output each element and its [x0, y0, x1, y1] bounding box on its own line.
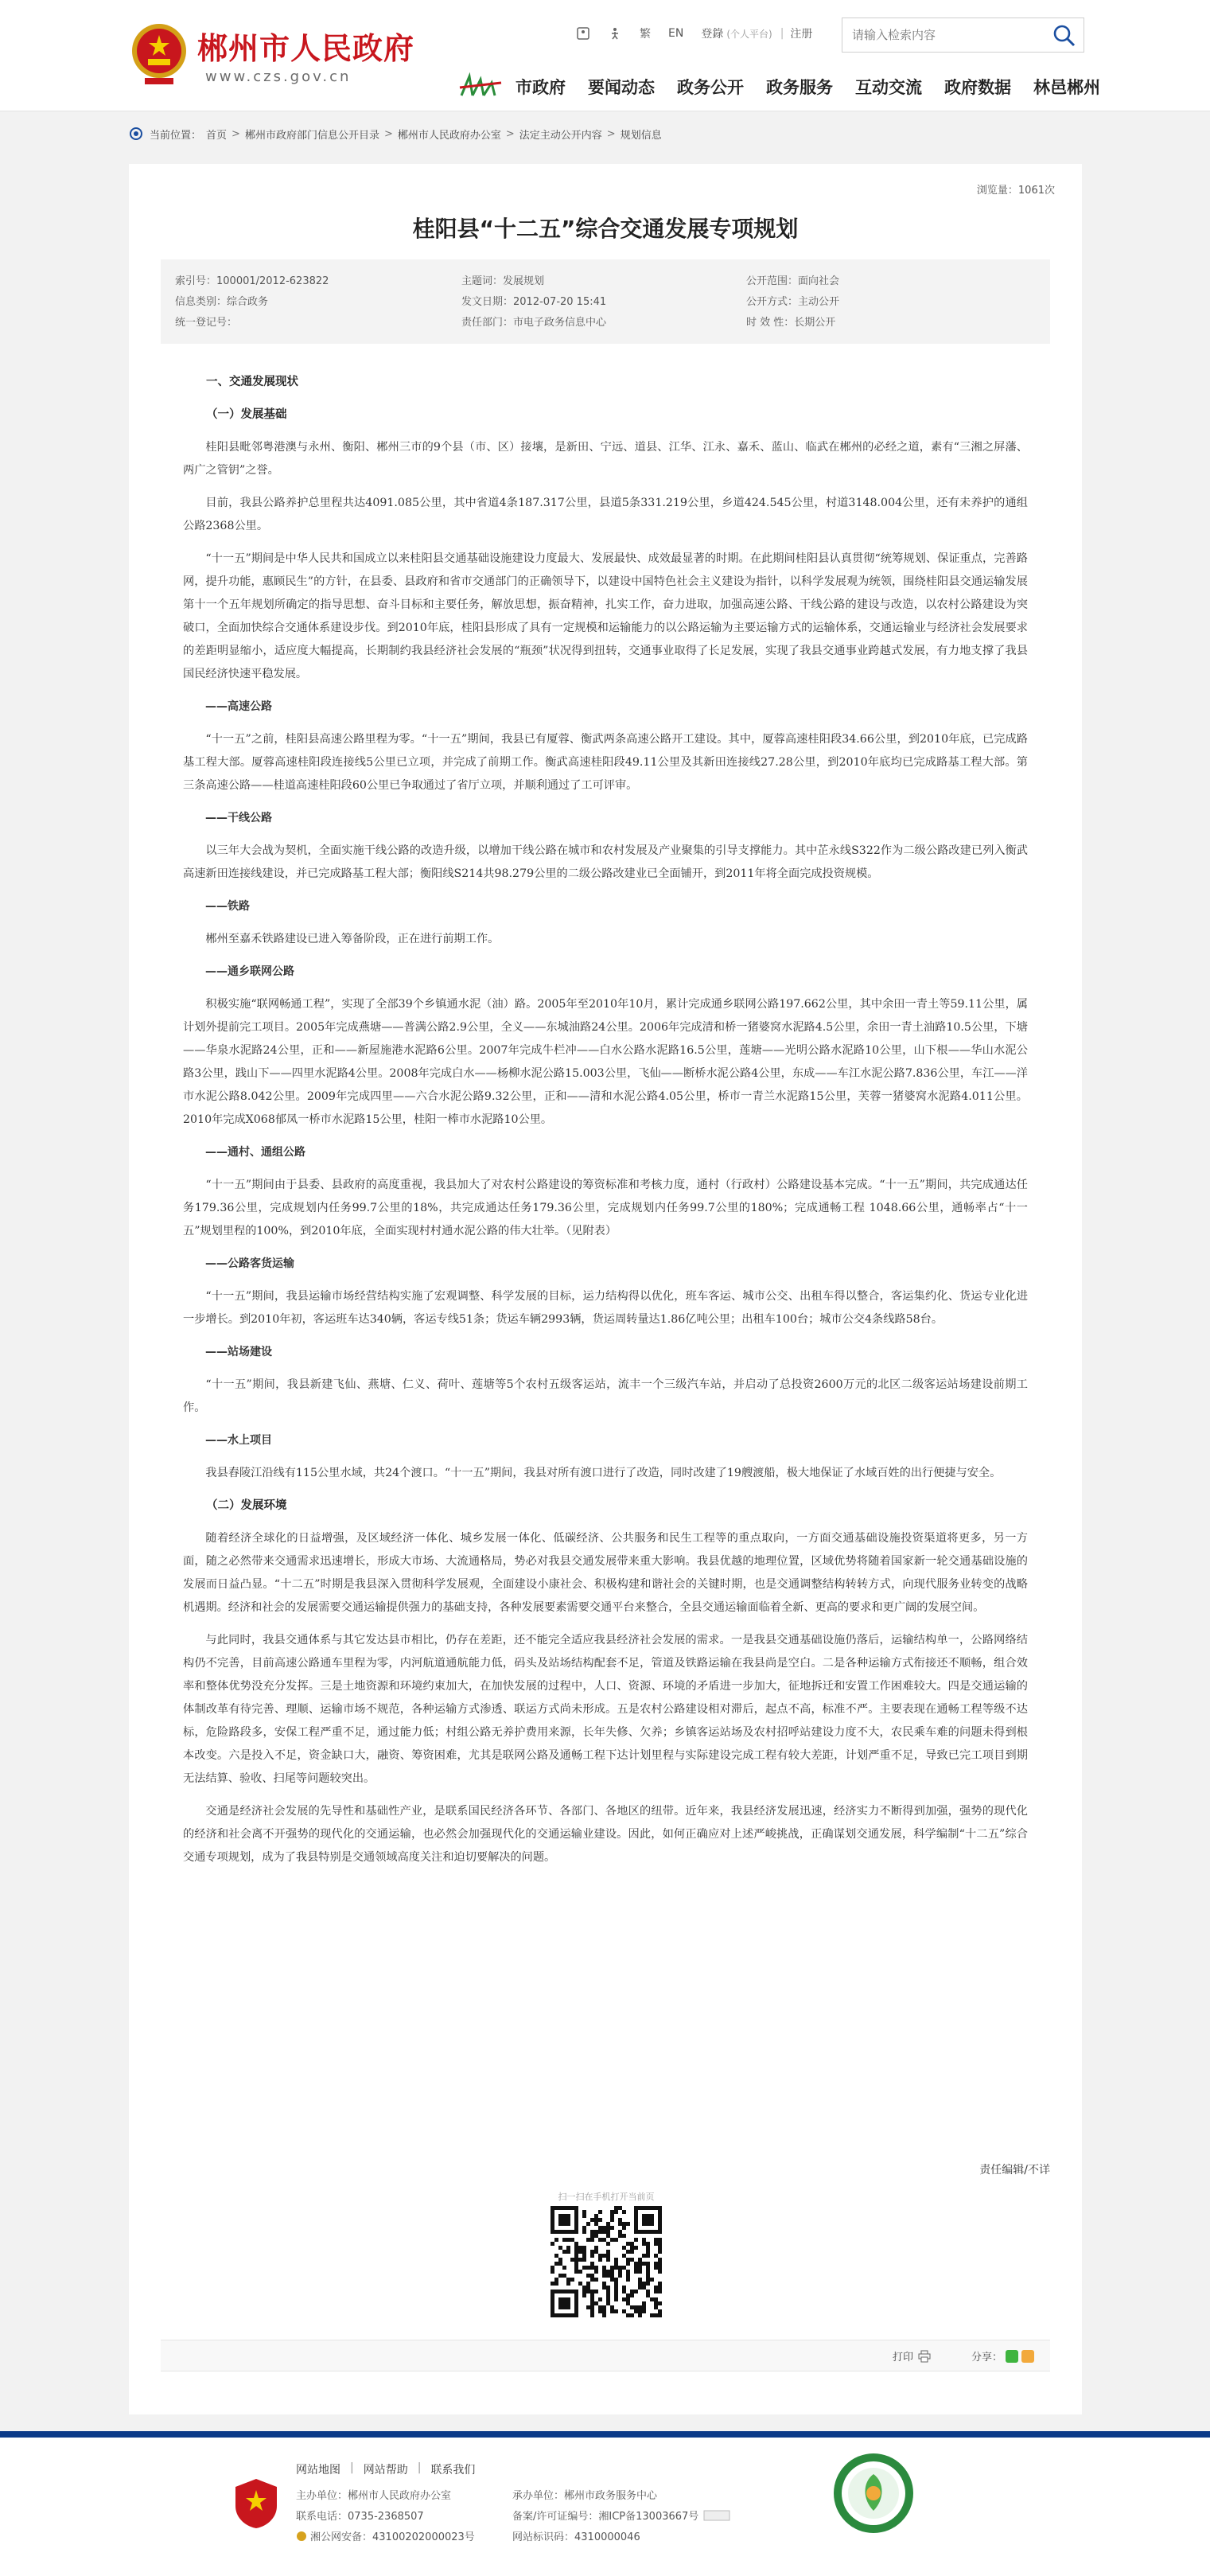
nav-item-data[interactable]: 政府数据	[944, 78, 1011, 97]
article-body	[183, 366, 1028, 1879]
breadcrumb-statutory[interactable]: 法定主动公开内容	[519, 129, 602, 142]
breadcrumb-label: 当前位置：	[150, 129, 202, 142]
article-paragraph: “十一五”期间由于县委、县政府的高度重视，我县加大了对农村公路建设的筹资标准和考核力度，通村（行政村）公路建设基本完成。“十一五”期间，共完成通达任务179.36公里，完成规划内任务99.7公里的18%，共完成通达任务179.36公里，完成规划内任务99.7公里的180%；完成通畅工程 1048.66公里，通畅率占“十一五”规划里程的100%，到2010年底，全面实现村村通水泥公路的伟大壮举。（见附表）	[183, 1179, 1028, 1237]
section-heading: （二）发展环境	[206, 1499, 287, 1512]
subsection-heading: ——干线公路	[205, 812, 272, 824]
share-group	[971, 2348, 1034, 2364]
meta-scope: 公开范围：面向社会	[746, 275, 840, 287]
footer-help-link[interactable]: 网站帮助	[363, 2464, 408, 2477]
site-header	[0, 0, 1210, 111]
share-bar	[161, 2340, 1050, 2371]
footer-icp-text: 备案/许可证编号：湘ICP备13003667号	[512, 2511, 699, 2523]
article-paragraph: 郴州至嘉禾铁路建设已进入筹备阶段，正在进行前期工作。	[205, 933, 500, 945]
printer-icon	[918, 2350, 931, 2363]
site-name[interactable]: 郴州市人民政府	[197, 31, 415, 66]
subsection-heading: ——通村、通组公路	[205, 1146, 305, 1159]
site-url: www.czs.gov.cn	[205, 68, 352, 85]
police-badge-icon	[296, 2531, 307, 2542]
article-paragraph: 随着经济全球化的日益增强，及区域经济一体化、城乡发展一体化、低碳经济、公共服务和民生工程等的重点取向，一方面交通基础设施投资渠道将更多，另一方面，随之必然带来交通需求迅速增长，形成大市场、大流通格局，势必对我县交通发展带来重大影响。我县优越的地理位置，区域优势将随着国家新一轮交通基础设施的发展而日益凸显。“十二五”时期是我县深入贯彻科学发展观，全面建设小康社会、积极构建和谐社会的关键时期，也是交通调整结构转转方式，向现代服务业转变的战略机遇期。经济和社会的发展需要交通运输提供强力的基础支持，各种发展要素需要交通平台来整合，全县交通运输面临着全新、更高的要求和更广阔的发展空间。	[183, 1532, 1028, 1614]
article-paragraph: “十一五”之前，桂阳县高速公路里程为零。“十一五”期间，我县已有厦蓉、衡武两条高速公路开工建设。其中，厦蓉高速桂阳段34.66公里，到2010年底，已完成路基工程大部。厦蓉高速桂阳段连接线5公里已立项，并完成了前期工作。衡武高速桂阳段49.11公里及其新田连接线27.28公里，到2010年底均已完成路基工程大部。第三条高速公路——桂道高速桂阳段60公里已争取通过了省厅立项，并顺利通过了工可评审。	[183, 733, 1028, 792]
nav-item-services[interactable]: 政务服务	[766, 78, 833, 97]
view-count: 浏览量：1061次	[976, 185, 1055, 197]
divider: |	[780, 27, 784, 40]
footer-police-record[interactable]	[296, 2528, 475, 2543]
footer-divider: |	[417, 2461, 422, 2474]
breadcrumb-separator: >	[505, 127, 515, 140]
footer-links	[296, 2461, 484, 2477]
gov-site-certification-icon[interactable]	[832, 2452, 915, 2535]
breadcrumb-separator: >	[231, 127, 240, 140]
register-link[interactable]: 注册	[790, 28, 813, 41]
meta-subject: 主题词：发展规划	[461, 275, 545, 287]
breadcrumb-home[interactable]: 首页	[206, 129, 228, 142]
meta-method: 公开方式：主动公开	[746, 296, 840, 308]
article-paragraph: “十一五”期间，我县新建飞仙、燕塘、仁义、荷叶、莲塘等5个农村五级客运站，流丰一个三级汽车站，并启动了总投资2600万元的北区二级客运站场建设前期工作。	[183, 1378, 1028, 1414]
section-heading: （一）发展基础	[206, 408, 287, 421]
search-box	[842, 18, 1084, 53]
subsection-heading: ——水上项目	[205, 1434, 272, 1447]
location-icon	[129, 127, 143, 141]
login-note: (个人平台)	[726, 28, 772, 40]
subsection-heading: ——公路客货运输	[205, 1257, 294, 1270]
breadcrumb-office[interactable]: 郴州市人民政府办公室	[397, 129, 501, 142]
breadcrumb	[129, 124, 667, 143]
footer-phone: 联系电话：0735-2368507	[296, 2511, 424, 2523]
meta-dept: 责任部门：市电子政务信息中心	[461, 317, 607, 329]
breadcrumb-catalog[interactable]: 郴州市政府部门信息公开目录	[244, 129, 379, 142]
footer-contact-link[interactable]: 联系我们	[430, 2464, 476, 2477]
article-paragraph: 我县舂陵江沿线有115公里水域，共24个渡口。“十一五”期间，我县对所有渡口进行了改造，同时改建了19艘渡船，极大地保证了水域百姓的出行便捷与安全。	[205, 1467, 1002, 1479]
article-paragraph: 与此同时，我县交通体系与其它发达县市相比，仍存在差距，还不能完全适应我县经济社会发展的需求。一是我县交通基础设施仍落后，运输结构单一，公路网络结构仍不完善，目前高速公路通车里程为零，内河航道通航能力低，码头及站场结构配套不足，管道及铁路运输在我县尚是空白。二是各种运输方式衔接还不顺畅，组合效率和整体优势没充分发挥。三是土地资源和环境约束加大，在加快发展的过程中，人口、资源、环境的矛盾进一步加大，征地拆迁和安置工作困难较大。四是交通运输的体制改革有待完善、理顺、运输市场不规范，各种运输方式渗透、联运方式尚未形成。五是农村公路建设相对滞后，起点不高，标准不严。主要表现在通畅工程等级不达标，危险路段多，安保工程严重不足，通过能力低；村组公路无养护费用来源，长年失修、欠养；乡镇客运站场及农村招呼站建设力度不大，农民乘车难的问题未得到根本改变。六是投入不足，资金缺口大，融资、筹资困难，尤其是联网公路及通畅工程下达计划里程与实际建设完成工程有较大差距，计划严重不足，导致已完工项目到期无法结算、验收、扫尾等问题较突出。	[183, 1634, 1028, 1785]
subsection-heading: ——站场建设	[205, 1346, 272, 1358]
icp-badge-icon	[703, 2510, 730, 2521]
footer-sitemap-link[interactable]: 网站地图	[296, 2464, 340, 2477]
accessibility-icon[interactable]	[576, 26, 590, 41]
article-paragraph: 积极实施“联网畅通工程”，实现了全部39个乡镇通水泥（油）路。2005年至2010年10月，累计完成通乡联网公路197.662公里，其中余田一青土等59.11公里，属计划外提前完工项目。2005年完成燕塘——普满公路2.9公里，全义——东城油路24公里。2006年完成清和桥一猪婆窝水泥路4.5公里，余田一青土油路10.5公里，下塘——华泉水泥路24公里，正和——新屋施港水泥路6公里。2007年完成牛栏冲——白水公路水泥路16.5公里，莲塘——光明公路水泥路10公里，山下根——华山水泥公路3公里，践山下——四里水泥路4公里。2008年完成白水——杨柳水泥公路15.003公里，飞仙——断桥水泥公路4公里，东成——车江水泥公路7.836公里，车江——洋市水泥公路8.042公里。2009年完成四里——六合水泥公路9.32公里，正和——清和水泥公路4.05公里，桥市一青兰水泥路15公里，芙蓉一猪婆窝水泥路4.011公里。2010年完成X068郁凤一桥市水泥路15公里，桂阳一棒市水泥路10公里。	[183, 998, 1028, 1126]
qr-code-icon	[551, 2206, 662, 2317]
nav-item-linyi[interactable]: 林邑郴州	[1033, 78, 1100, 97]
subsection-heading: ——通乡联网公路	[205, 965, 294, 978]
nav-item-news[interactable]: 要闻动态	[588, 78, 655, 97]
article-container	[129, 164, 1082, 2414]
share-label: 分享：	[971, 2352, 1002, 2364]
meta-validity: 时 效 性：长期公开	[746, 317, 836, 329]
qr-caption: 扫一扫在手机打开当前页	[558, 2192, 655, 2202]
subsection-heading: ——高速公路	[205, 700, 272, 713]
meta-category: 信息类别：综合政务	[175, 296, 269, 308]
footer-divider: |	[350, 2461, 354, 2474]
main-nav	[516, 75, 1100, 99]
print-button[interactable]	[893, 2348, 931, 2364]
article-meta	[161, 259, 1050, 344]
site-footer	[0, 2431, 1210, 2576]
nav-item-open-affairs[interactable]: 政务公开	[677, 78, 744, 97]
login-group	[701, 25, 772, 41]
party-government-icon[interactable]	[232, 2477, 280, 2530]
article-paragraph: 以三年大会战为契机，全面实施干线公路的改造升级，以增加干线公路在城市和农村发展及产业聚集的引导支撑能力。其中芷永线S322作为二级公路改建已列入衡武高速新田连接线建设，并已完成路基工程大部；衡阳线S214共98.279公里的二级公路改建业已全面铺开，到2011年将全面完成投资规模。	[183, 844, 1028, 880]
responsible-editor: 责任编辑/不详	[979, 2164, 1050, 2177]
meta-date: 发文日期：2012-07-20 15:41	[461, 296, 607, 308]
print-label: 打印	[892, 2352, 913, 2364]
search-input[interactable]	[842, 18, 1041, 52]
article-paragraph: 桂阳县毗邻粤港澳与永州、衡阳、郴州三市的9个县（市、区）接壤，是新田、宁远、道县、江华、江永、嘉禾、蓝山、临武在郴州的必经之道，素有“三湘之屏藩、两广之管钥”之誉。	[183, 441, 1028, 477]
breadcrumb-planning[interactable]: 规划信息	[620, 129, 662, 142]
top-links	[576, 24, 830, 43]
nav-item-interaction[interactable]: 互动交流	[855, 78, 922, 97]
english-link[interactable]: EN	[668, 27, 684, 40]
traditional-chinese-link[interactable]: 繁	[640, 28, 651, 41]
footer-icp[interactable]	[512, 2508, 730, 2523]
qzone-icon[interactable]	[1021, 2350, 1034, 2363]
breadcrumb-separator: >	[383, 127, 393, 140]
nav-item-government[interactable]: 市政府	[516, 78, 566, 97]
footer-site-code: 网站标识码：4310000046	[512, 2531, 640, 2543]
meta-reg-no: 统一登记号：	[175, 317, 238, 329]
article-title: 桂阳县“十二五”综合交通发展专项规划	[412, 216, 799, 242]
national-emblem-icon[interactable]	[129, 19, 189, 88]
footer-police-text: 湘公网安备：43100202000023号	[310, 2531, 475, 2543]
section-heading: 一、交通发展现状	[206, 376, 298, 388]
article-paragraph: 交通是经济社会发展的先导性和基础性产业，是联系国民经济各环节、各部门、各地区的纽带。近年来，我县经济发展迅速，经济实力不断得到加强，强势的现代化的经济和社会离不开强势的现代化的交通运输，也必然会加强现代化的交通运输业建设。因此，如何正确应对上述严峻挑战，正确谋划交通发展，科学编制“十二五”综合交通专项规划，成为了我县特别是交通领域高度关注和迫切要解决的问题。	[183, 1805, 1028, 1864]
footer-operator: 承办单位：郴州市政务服务中心	[512, 2490, 658, 2502]
footer-host: 主办单位：郴州市人民政府办公室	[296, 2490, 452, 2502]
breadcrumb-separator: >	[606, 127, 616, 140]
article-paragraph: “十一五”期间，我县运输市场经营结构实施了宏观调整、科学发展的目标，运力结构得以优化，班车客运、城市公交、出租车得以整合，客运集约化、货运专业化进一步增长。到2010年初，客运班车达340辆，客运专线51条；货运车辆2993辆，货运周转量达1.86亿吨公里；出租车100台；城市公交4条线路58台。	[183, 1290, 1028, 1326]
article-paragraph: “十一五”期间是中华人民共和国成立以来桂阳县交通基础设施建设力度最大、发展最快、成效最显著的时期。在此期间桂阳县认真贯彻“统筹规划、保证重点，完善路网，提升功能，惠顾民生”的方针，在县委、县政府和省市交通部门的正确领导下，以建设中国特色社会主义建设为指针，以科学发展观为统领，围绕桂阳县交通运输发展第十一个五年规划所确定的指导思想、奋斗目标和主要任务，解放思想，振奋精神，扎实工作，奋力进取，加强高速公路、干线公路的建设与改造，以农村公路建设为突破口，全面加快综合交通体系建设步伐。到2010年底，桂阳县形成了具有一定规模和运输能力的以公路运输为主要运输方式的运输体系，交通运输业与经济社会发展要求的差距明显缩小，适应度大幅提高，长期制约我县经济社会发展的“瓶颈”状况得到扭转，交通事业取得了长足发展，实现了我县交通事业跨越式发展，有力地支撑了我县国民经济快速平稳发展。	[183, 552, 1028, 680]
login-link[interactable]: 登錄	[701, 28, 724, 41]
wechat-icon[interactable]	[1006, 2350, 1018, 2363]
subsection-heading: ——铁路	[205, 900, 250, 913]
meta-index-no: 索引号：100001/2012-623822	[175, 275, 329, 287]
nav-logo-icon	[458, 72, 503, 100]
search-icon[interactable]	[1052, 23, 1077, 49]
elder-mode-icon[interactable]	[608, 26, 622, 41]
article-paragraph: 目前，我县公路养护总里程共达4091.085公里，其中省道4条187.317公里，县道5条331.219公里，乡道424.545公里，村道3148.004公里，还有未养护的通组公路2368公里。	[183, 497, 1028, 532]
